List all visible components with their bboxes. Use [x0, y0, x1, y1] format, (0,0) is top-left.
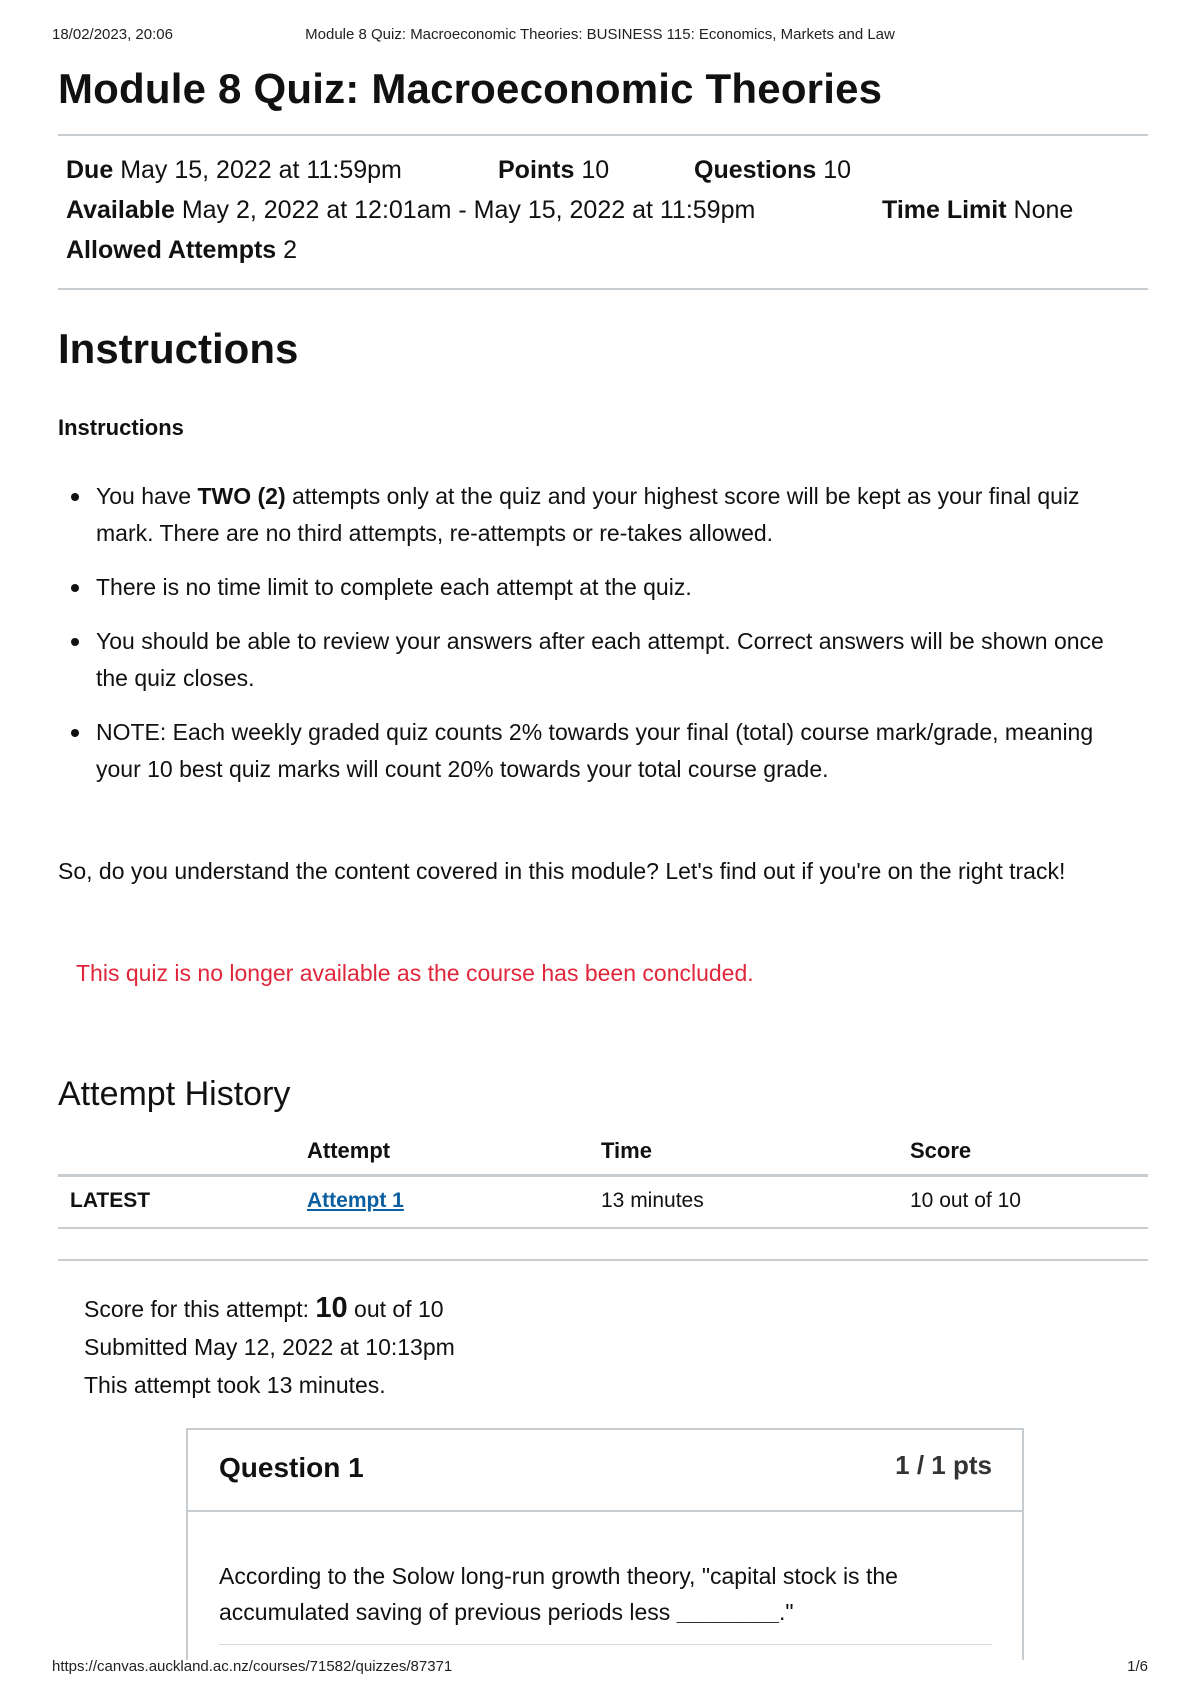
table-row [58, 1176, 1148, 1229]
print-footer [52, 1658, 1148, 1682]
list-item [58, 623, 1148, 697]
question-header [188, 1430, 1022, 1512]
attempt-score [84, 1289, 1148, 1328]
print-document-title: Module 8 Quiz: Macroeconomic Theories: BUSINESS 115: Economics, Markets and Law [305, 26, 895, 43]
questions-label: Questions [694, 156, 817, 184]
score-cell: 10 out of 10 [898, 1176, 1148, 1229]
table-header-row [58, 1130, 1148, 1176]
bullet-text: NOTE: Each weekly graded quiz counts 2% towards your final (total) course mark/grade, meaning your 10 best quiz marks will count 20% towards your total course grade. [96, 719, 1094, 782]
time-limit-value: None [1013, 196, 1074, 224]
bullet-text: There is no time limit to complete each attempt at the quiz. [96, 574, 692, 600]
column-header-score: Score [898, 1130, 1148, 1176]
available-item [66, 190, 882, 230]
page-title: Module 8 Quiz: Macroeconomic Theories [58, 65, 883, 112]
list-item [58, 714, 1148, 788]
column-header-attempt: Attempt [295, 1130, 589, 1176]
print-url: https://canvas.auckland.ac.nz/courses/71582/quizzes/87371 [52, 1658, 453, 1675]
score-suffix: out of 10 [347, 1296, 444, 1322]
attempt-summary [84, 1289, 1148, 1404]
divider [58, 1259, 1148, 1261]
bullet-icon [71, 729, 79, 737]
questions-item [694, 150, 851, 190]
quiz-details [58, 136, 1148, 288]
submitted-timestamp: Submitted May 12, 2022 at 10:13pm [84, 1334, 455, 1360]
bullet-icon [71, 584, 79, 592]
instructions-heading: Instructions [58, 325, 299, 372]
attempt-1-link[interactable]: Attempt 1 [307, 1189, 404, 1212]
concluded-notice: This quiz is no longer available as the course has been concluded. [76, 960, 754, 986]
print-page-number: 1/6 [1127, 1658, 1148, 1675]
available-label: Available [66, 196, 175, 224]
question-points: 1 / 1 pts [895, 1450, 992, 1480]
question-text: According to the Solow long-run growth theory, "capital stock is the accumulated saving of previous periods less [219, 1563, 898, 1625]
details-row-3 [66, 230, 1140, 270]
due-item [66, 150, 498, 190]
questions-value: 10 [823, 156, 852, 184]
print-header [52, 26, 1148, 50]
time-limit-item [882, 190, 1073, 230]
question-card [186, 1428, 1024, 1660]
attempt-cell [295, 1176, 589, 1229]
bullet-emphasis: TWO (2) [197, 483, 286, 509]
attempts-label: Allowed Attempts [66, 236, 277, 264]
instructions-list [58, 478, 1148, 788]
details-row-2 [66, 190, 1140, 230]
attempt-history-heading: Attempt History [58, 1075, 291, 1113]
question-title: Question 1 [219, 1452, 364, 1483]
score-prefix: Score for this attempt: [84, 1296, 316, 1322]
attempts-value: 2 [283, 236, 298, 264]
time-limit-label: Time Limit [882, 196, 1007, 224]
score-value: 10 [315, 1292, 348, 1324]
list-item [58, 569, 1148, 606]
time-cell: 13 minutes [589, 1176, 898, 1229]
closing-question: So, do you understand the content covered in this module? Let's find out if you're on the right track! [58, 858, 1066, 884]
column-header [58, 1130, 295, 1176]
list-item [58, 478, 1148, 552]
latest-tag: LATEST [58, 1176, 295, 1229]
divider [219, 1644, 992, 1645]
attempt-duration: This attempt took 13 minutes. [84, 1372, 386, 1398]
column-header-time: Time [589, 1130, 898, 1176]
bullet-text: You should be able to review your answers after each attempt. Correct answers will be shown once the quiz closes. [96, 628, 1104, 691]
attempt-history-table [58, 1130, 1148, 1229]
print-datetime: 18/02/2023, 20:06 [52, 26, 173, 43]
bullet-text: attempts only at the quiz and your highest score will be kept as your final quiz mark. There are no third attempts, re-attempts or re-takes allowed. [96, 483, 1080, 546]
quiz-page [58, 62, 1148, 1404]
divider [58, 288, 1148, 290]
question-text-end: ." [779, 1599, 794, 1625]
due-label: Due [66, 156, 114, 184]
bullet-icon [71, 493, 79, 501]
due-value: May 15, 2022 at 11:59pm [120, 156, 402, 184]
bullet-text: You have [96, 483, 198, 509]
points-item [498, 150, 694, 190]
available-value: May 2, 2022 at 12:01am - May 15, 2022 at 11:59pm [181, 196, 756, 224]
question-blank: ________ [676, 1599, 780, 1625]
points-value: 10 [581, 156, 610, 184]
bullet-icon [71, 638, 79, 646]
points-label: Points [498, 156, 575, 184]
details-row-1 [66, 150, 1140, 190]
question-body [188, 1512, 1022, 1630]
instructions-subheading: Instructions [58, 415, 184, 440]
